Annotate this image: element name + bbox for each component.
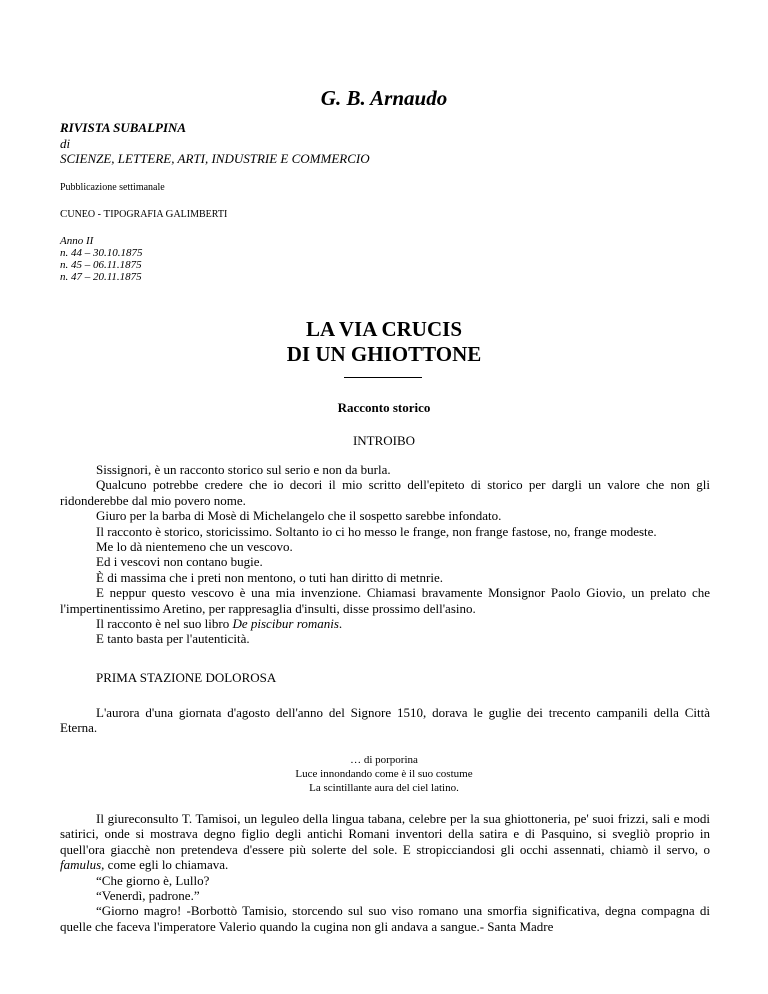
dialogue-line: “Venerdì, padrone.” xyxy=(96,888,200,904)
paragraph: È di massima che i preti non mentono, o tuti han diritto di metnrie. xyxy=(96,569,443,585)
issue-entry: n. 44 – 30.10.1875 xyxy=(60,247,143,259)
story-title xyxy=(0,317,768,367)
journal-title: RIVISTA SUBALPINA xyxy=(60,120,187,135)
book-title: De piscibur romanis xyxy=(232,616,339,632)
verse-line: La scintillante aura del ciel latino. xyxy=(309,782,459,794)
verse-line: Luce innondando come è il suo costume xyxy=(295,768,473,780)
paragraph: Il racconto è nel suo libro De piscibur romanis. xyxy=(96,616,343,632)
author-name: G. B. Arnaudo xyxy=(320,86,448,110)
paragraph: Me lo dà nientemeno che un vescovo. xyxy=(96,539,293,555)
intro-heading: INTROIBO xyxy=(352,433,416,448)
section-text-opening xyxy=(60,705,710,736)
verse-quote xyxy=(0,753,768,795)
journal-masthead xyxy=(60,120,710,167)
paragraph: Il giureconsulto T. Tamisoi, un leguleo della lingua tabana, celebre per la sua ghiottoneria, pe' suoi frizzi, sali e modi satirici, onde si mostrava degno figlio degli antichi Romani inventori della satira e di Pasquino, si svegliò proprio in quell'ora giacchè non pretendeva d'essere più solerte del sole. E stropicciandosi gli occhi assennati, chiamò il servo, o famulus, come egli lo chiamava. xyxy=(60,811,710,873)
story-title-line-2: DI UN GHIOTTONE xyxy=(286,342,482,366)
story-subtitle: Racconto storico xyxy=(337,400,431,415)
dialogue-line: “Giorno magro! -Borbottò Tamisio, storcendo sul suo viso romano una smorfia significativa, degna compagna di quelle che faceva l'imperatore Valerio quando la cugina non gli andava a sangue.- Santa Madre xyxy=(60,903,710,934)
journal-subtitle: SCIENZE, LETTERE, ARTI, INDUSTRIE E COMMERCIO xyxy=(60,151,370,166)
dialogue-line: “Che giorno è, Lullo? xyxy=(96,872,210,888)
printer-line: CUNEO - TIPOGRAFIA GALIMBERTI xyxy=(60,208,228,220)
paragraph: Ed i vescovi non contano bugie. xyxy=(96,554,263,570)
paragraph: Qualcuno potrebbe credere che io decori il mio scritto dell'epiteto di storico per dargli un valore che non gli ridonderebbe dal mio povero nome. xyxy=(60,477,710,508)
issue-entry: n. 47 – 20.11.1875 xyxy=(60,271,142,283)
intro-text xyxy=(60,462,710,647)
paragraph: L'aurora d'una giornata d'agosto dell'anno del Signore 1510, dorava le guglie dei trecento campanili della Città Eterna. xyxy=(60,705,710,736)
issue-entry: n. 45 – 06.11.1875 xyxy=(60,259,142,271)
title-divider xyxy=(344,377,422,378)
issue-list xyxy=(60,235,143,283)
journal-di: di xyxy=(60,136,71,151)
paragraph: E tanto basta per l'autenticità. xyxy=(96,631,250,647)
section-heading: PRIMA STAZIONE DOLOROSA xyxy=(96,670,277,685)
paragraph: E neppur questo vescovo è una mia invenzione. Chiamasi bravamente Monsignor Paolo Giovio, un prelato che l'impertinentissimo Aretino, per rappresaglia d'insulti, disse prossimo dell'asino. xyxy=(60,585,710,616)
section-text-main xyxy=(60,811,710,934)
publication-frequency: Pubblicazione settimanale xyxy=(60,182,165,193)
paragraph: Sissignori, è un racconto storico sul serio e non da burla. xyxy=(96,462,391,477)
verse-line: … di porporina xyxy=(350,754,418,766)
issue-year: Anno II xyxy=(60,235,94,247)
paragraph: Giuro per la barba di Mosè di Michelangelo che il sospetto sarebbe infondato. xyxy=(96,508,502,524)
story-title-line-1: LA VIA CRUCIS xyxy=(306,317,462,341)
paragraph: Il racconto è storico, storicissimo. Soltanto io ci ho messo le frange, non frange fastose, no, frange modeste. xyxy=(96,523,657,539)
famulus-term: famulus, xyxy=(60,857,105,873)
